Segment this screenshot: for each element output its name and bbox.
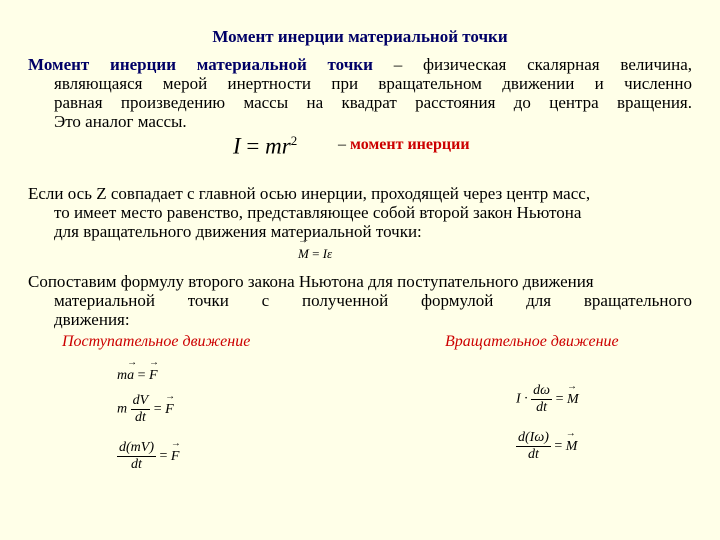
definition-line-1-rest: – физическая скалярная величина, [372,55,692,74]
force-symbol: → F [149,368,158,384]
acceleration-symbol: → a [127,368,134,384]
rf1-denominator: dt [536,400,548,415]
formula-caption [338,136,470,154]
rf1-inertia: I · [516,391,528,407]
rf1-eq: = [552,391,567,407]
compare-line-3: движения: [54,310,130,329]
translational-formula-3 [117,440,179,473]
translational-heading: Поступательное движение [62,333,251,350]
rotational-heading: Вращательное движение [445,333,619,350]
moment-of-inertia-formula [233,133,297,160]
definition-term: Момент инерции материальной точки [28,55,373,74]
formula-label: момент инерции [350,136,470,153]
tf2-fraction [131,393,151,426]
axis-paragraph [28,184,692,241]
tf2-denominator: dt [134,410,146,425]
compare-line-2: материальной точки с полученной формулой для вращательного [54,291,692,310]
page-title: Момент инерции материальной точки [212,27,508,46]
translational-formula-2 [117,393,174,426]
rf2-torque: → M [566,439,578,455]
tf2-eq: = [150,401,166,417]
rf2-eq: = [550,438,566,454]
definition-line-1 [28,55,692,74]
rotational-formula-2 [516,430,577,463]
definition-line-2: являющаяся мерой инертности при вращательном движении и численно [54,74,692,93]
formula-rhs: mr [265,133,291,159]
formula-eq: = [240,133,266,159]
axis-line-2: то имеет место равенство, представляющее собой второй закон Ньютона [54,203,582,222]
tf2-numerator: dV [132,393,149,408]
axis-line-3: для вращательного движения материальной точки: [54,222,422,241]
definition-paragraph [28,55,692,131]
definition-line-3: равная произведению массы на квадрат расстояния до центра вращения. [54,93,692,112]
formula-dash: – [338,136,346,153]
tf1-eq: = [134,368,150,383]
rf1-torque: → M [567,392,579,408]
formula-lhs: I [233,133,241,159]
rf1-fraction [531,383,552,416]
torque-symbol: → M [298,246,309,262]
tf3-numerator: d(mV) [119,440,154,455]
mass-symbol: m [117,368,128,383]
rf2-fraction [516,430,551,463]
axis-line-1: Если ось Z совпадает с главной осью инерции, проходящей через центр масс, [28,184,591,203]
tf3-eq: = [156,448,171,464]
compare-paragraph [28,272,692,329]
definition-line-4: Это аналог массы. [54,112,187,131]
compare-line-1: Сопоставим формулу второго закона Ньютона для поступательного движения [28,272,594,291]
translational-formula-1 [117,368,158,384]
tf3-force: → F [171,449,180,465]
tf2-mass: m [117,401,128,417]
rot-rhs: Iε [322,246,333,261]
tf3-fraction [117,440,156,473]
rf2-numerator: d(Iω) [518,430,549,445]
rotational-newton-formula [298,246,332,262]
rf1-numerator: dω [533,383,551,398]
rot-eq: = [308,246,323,261]
formula-exponent: 2 [290,133,298,148]
tf2-force: → F [165,402,174,418]
rotational-formula-1 [516,383,579,416]
rf2-denominator: dt [527,447,539,462]
tf3-denominator: dt [131,457,142,472]
